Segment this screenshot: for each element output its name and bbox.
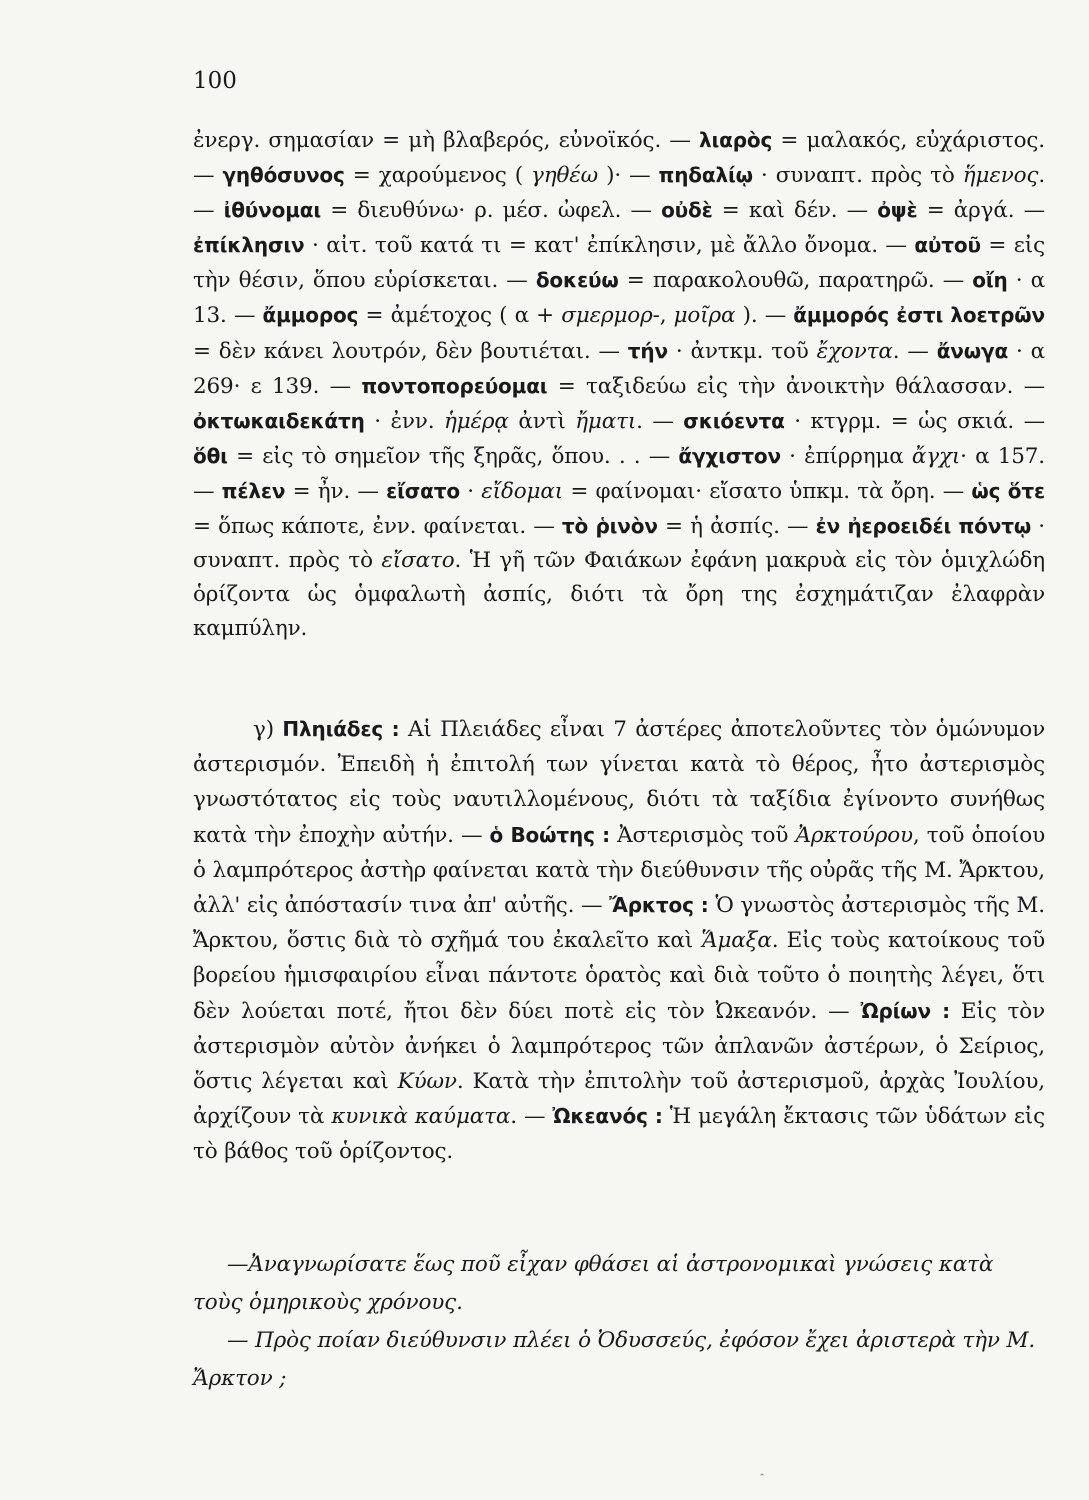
question-1: —Ἀναγνωρίσατε ἕως ποῦ εἶχαν φθάσει αἱ ἀστρονομικαὶ γνώσεις κατὰ τοὺς ὁμηρικοὺς χρόνους. bbox=[193, 1252, 994, 1315]
page-number: 100 bbox=[193, 68, 237, 94]
question-2: — Πρὸς ποίαν διεύθυνσιν πλέει ὁ Ὀδυσσεύς, ἐφόσον ἔχει ἀριστερὰ τὴν Μ. Ἄρκτον ; bbox=[193, 1328, 1036, 1391]
glossary-paragraph bbox=[193, 123, 1045, 646]
notes-text: γ) Πληιάδες : Αἱ Πλειάδες εἶναι 7 ἀστέρες ἀποτελοῦντες τὸν ὁμώνυμον ἀστερισμόν. Ἐπειδὴ ἡ ἐπιτολή των γίνεται κατὰ τὸ θέρος, ἦτο ἀστερισμὸς γνωστότατος εἰς τοὺς ναυτιλλομένους, διότι τὰ ταξίδια ἐγίνοντο συνήθως κατὰ τὴν ἐποχὴν αὐτήν. — ὁ Βοώτης : Ἀστερισμὸς τοῦ Ἀρκτούρου, τοῦ ὁποίου ὁ λαμπρότερος ἀστὴρ φαίνεται κατὰ τὴν διεύθυνσιν τῆς οὐρᾶς τῆς Μ. Ἄρκτου, ἀλλ' εἰς ἀπόστασίν τινα ἀπ' αὐτῆς. — Ἄρκτος : Ὁ γνωστὸς ἀστερισμὸς τῆς Μ. Ἄρκτου, ὅστις διὰ τὸ σχῆμά του ἐκαλεῖτο καὶ Ἅμαξα. Εἰς τοὺς κατοίκους τοῦ βορείου ἡμισφαιρίου εἶναι πάντοτε ὁρατὸς καὶ διὰ τοῦτο ὁ ποιητὴς λέγει, ὅτι δὲν λούεται ποτέ, ἤτοι δὲν δύει ποτὲ εἰς τὸν Ὠκεανόν. — Ὠρίων : Εἰς τὸν ἀστερισμὸν αὐτὸν ἀνήκει ὁ λαμπρότερος τῶν ἀπλανῶν ἀστέρων, ὁ Σείριος, ὅστις λέγεται καὶ Κύων. Κατὰ τὴν ἐπιτολὴν τοῦ ἀστερισμοῦ, ἀρχὰς Ἰουλίου, ἀρχίζουν τὰ κυνικὰ καύματα. — Ὠκεανός : Ἡ μεγάλη ἔκτασις τῶν ὑδάτων εἰς τὸ βάθος τοῦ ὁρίζοντος. bbox=[193, 717, 1046, 1165]
astronomy-notes bbox=[193, 712, 1045, 1170]
glossary-text: ἐνεργ. σημασίαν = μὴ βλαβερός, εὐνοϊκός. — λιαρὸς = μαλακός, εὐχάριστος. — γηθόσυνος = χαρούμενος ( γηθέω )· — πηδαλίῳ · συναπτ. πρὸς τὸ ἥμενος. — ἰθύνομαι = διευθύνω· ρ. μέσ. ὠφελ. — οὐδὲ = καὶ δέν. — ὀψὲ = ἀργά. — ἐπίκλησιν · αἰτ. τοῦ κατά τι = κατ' ἐπίκλησιν, μὲ ἄλλο ὄνομα. — αὐτοῦ = εἰς τὴν θέσιν, ὅπου εὑρίσκεται. — δοκεύω = παρακολουθῶ, παρατηρῶ. — οἴη · α 13. — ἄμμορος = ἀμέτοχος ( α + σμερμορ-, μοῖρα ). — ἄμμορός ἐστι λοετρῶν = δὲν κάνει λουτρόν, δὲν βουτιέται. — τήν · ἀντκμ. τοῦ ἔχοντα. — ἄνωγα · α 269· ε 139. — ποντοπορεύομαι = ταξιδεύω εἰς τὴν ἀνοικτὴν θάλασσαν. — ὀκτωκαιδεκάτη · ἐνν. ἡμέρᾳ ἀντὶ ἤματι. — σκιόεντα · κτγρμ. = ὡς σκιά. — ὅθι = εἰς τὸ σημεῖον τῆς ξηρᾶς, ὅπου. . . — ἄγχιστον · ἐπίρρημα ἄγχι· α 157. — πέλεν = ἦν. — εἴσατο · εἴδομαι = φαίνομαι· εἴσατο ὑπκμ. τὰ ὄρη. — ὡς ὅτε = ὅπως κάποτε, ἐνν. φαίνεται. — τὸ ῥινὸν = ἡ ἀσπίς. — ἐν ἠεροειδέι πόντῳ · συναπτ. πρὸς τὸ εἴσατο. Ἡ γῆ τῶν Φαιάκων ἐφάνη μακρυὰ εἰς τὸν ὁμιχλώδη ὁρίζοντα ὡς ὁμφαλωτὴ ἀσπίς, διότι τὰ ὄρη της ἐσχημάτιζαν ἐλαφρὰν καμπύλην. bbox=[193, 128, 1046, 642]
questions-section bbox=[193, 1246, 1045, 1398]
scan-speck: ꞈ bbox=[760, 1462, 764, 1476]
